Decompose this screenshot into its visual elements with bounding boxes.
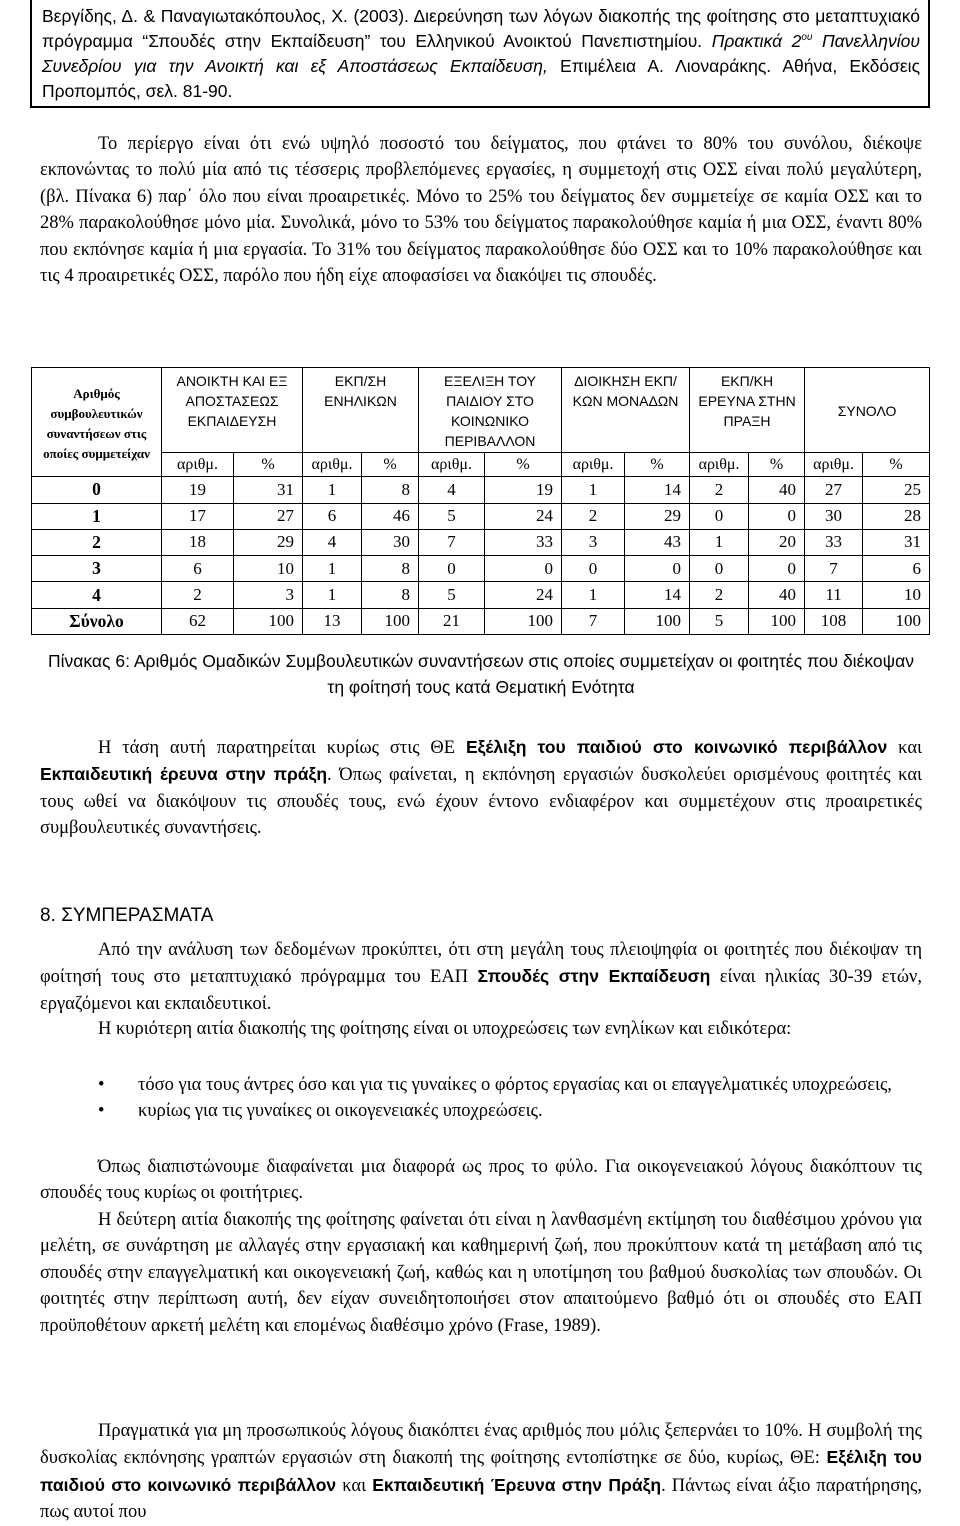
subheader-pct: % bbox=[625, 452, 690, 476]
paragraph-7-bold: Εξέλιξη του παιδιού στο κοινωνικό περιβάλλον bbox=[40, 1447, 922, 1495]
table-subheader-row bbox=[32, 452, 930, 476]
cell-count: 62 bbox=[162, 608, 234, 634]
cell-count: 6 bbox=[162, 556, 234, 582]
table-body bbox=[32, 477, 930, 635]
cell-percent: 3 bbox=[234, 582, 303, 608]
cell-count: 2 bbox=[162, 582, 234, 608]
cell-count: 27 bbox=[805, 477, 863, 503]
table-row bbox=[32, 556, 930, 582]
cell-percent: 10 bbox=[863, 582, 930, 608]
cell-percent: 25 bbox=[863, 477, 930, 503]
paragraph-6: Η δεύτερη αιτία διακοπής της φοίτησης φαίνεται ότι είναι η λανθασμένη εκτίμηση του διαθέσιμου χρόνου για μελέτη, σε συνάρτηση με αλλαγές στην εργασιακή και καθημερινή ζωή, που προκύπτουν κατά τη μετάβαση από τις σπουδές στην επαγγελματική και οικογενειακή ζωή, καθώς και η υποτίμηση του βαθμού δυσκολίας των σπουδών. Οι φοιτητές στην περίπτωση αυτή, δεν είχαν συνειδητοποιήσει στον απαιτούμενο βαθμό ότι οι σπουδές στο ΕΑΠ προϋποθέτουν αρκετή μελέτη και επομένως διαθέσιμο χρόνο (Frase, 1989). bbox=[40, 1210, 922, 1336]
table-corner-header: Αριθμός συμβουλευτικών συναντήσεων στις οποίες συμμετείχαν bbox=[32, 368, 162, 477]
cell-percent: 6 bbox=[863, 556, 930, 582]
paragraph-1 bbox=[40, 131, 922, 289]
cell-count: 21 bbox=[419, 608, 485, 634]
list-item-text: τόσο για τους άντρες όσο και για τις γυναίκες ο φόρτος εργασίας και οι επαγγελματικές υποχρεώσεις, bbox=[138, 1075, 892, 1095]
cell-percent: 100 bbox=[485, 608, 562, 634]
cell-percent: 100 bbox=[625, 608, 690, 634]
subheader-num: αριθμ. bbox=[690, 452, 749, 476]
cell-count: 7 bbox=[562, 608, 625, 634]
group-header: ΕΚΠ/ΣΗ ΕΝΗΛΙΚΩΝ bbox=[303, 368, 419, 453]
cell-percent: 46 bbox=[362, 503, 419, 529]
cell-count: 13 bbox=[303, 608, 362, 634]
cell-count: 6 bbox=[303, 503, 362, 529]
subheader-num: αριθμ. bbox=[419, 452, 485, 476]
bullet-list bbox=[40, 1072, 922, 1125]
cell-percent: 14 bbox=[625, 477, 690, 503]
cell-percent: 14 bbox=[625, 582, 690, 608]
cell-count: 2 bbox=[562, 503, 625, 529]
row-label: 2 bbox=[32, 529, 162, 555]
cell-percent: 10 bbox=[234, 556, 303, 582]
subheader-pct: % bbox=[863, 452, 930, 476]
reference-part-2b: Πανελληνίου Συνεδρίου για την Ανοικτή και εξ Αποστάσεως Εκπαίδευση, bbox=[42, 31, 920, 76]
table-row bbox=[32, 477, 930, 503]
cell-percent: 40 bbox=[749, 582, 805, 608]
table-6 bbox=[31, 367, 930, 635]
cell-count: 11 bbox=[805, 582, 863, 608]
cell-count: 0 bbox=[690, 556, 749, 582]
group-header: ΣΥΝΟΛΟ bbox=[805, 368, 930, 453]
table-row bbox=[32, 582, 930, 608]
paragraph-2 bbox=[40, 734, 922, 842]
paragraph-2-bold: Εκπαιδευτική έρευνα στην πράξη bbox=[40, 764, 328, 785]
cell-count: 1 bbox=[303, 582, 362, 608]
row-label: 4 bbox=[32, 582, 162, 608]
paragraph-2-text: Η τάση αυτή παρατηρείται κυρίως στις ΘΕ bbox=[98, 738, 466, 758]
table-header-row bbox=[32, 368, 930, 453]
list-item bbox=[40, 1098, 922, 1124]
paragraph-5: Όπως διαπιστώνουμε διαφαίνεται μια διαφορά ως προς το φύλο. Για οικογενειακού λόγους διακόπτουν τις σπουδές τους κυρίως οι φοιτήτριες. bbox=[40, 1157, 922, 1204]
table-row bbox=[32, 608, 930, 634]
group-header: ΔΙΟΙΚΗΣΗ ΕΚΠ/ΚΩΝ ΜΟΝΑΔΩΝ bbox=[562, 368, 690, 453]
cell-count: 108 bbox=[805, 608, 863, 634]
cell-count: 1 bbox=[303, 477, 362, 503]
reference-box bbox=[30, 0, 930, 108]
paragraph-7-bold: Εκπαιδευτική Έρευνα στην Πράξη bbox=[372, 1474, 662, 1495]
section-title: 8. ΣΥΜΠΕΡΑΣΜΑΤΑ bbox=[40, 905, 214, 926]
paragraph-2-text: . Όπως φαίνεται, η εκπόνηση εργασιών δυσκολεύει ορισμένους φοιτητές και τους ωθεί να διακόψουν τις σπουδές τους, ενώ έχουν έντονο ενδιαφέρον και συμμετέχουν στις προαιρετικές συμβουλευτικές συναντήσεις. bbox=[40, 765, 922, 839]
subheader-num: αριθμ. bbox=[162, 452, 234, 476]
group-header: ΕΞΕΛΙΞΗ ΤΟΥ ΠΑΙΔΙΟΥ ΣΤΟ ΚΟΙΝΩΝΙΚΟ ΠΕΡΙΒΑΛΛΟΝ bbox=[419, 368, 562, 453]
paragraph-7-text: Πραγματικά για μη προσωπικούς λόγους διακόπτει ένας αριθμός που μόλις ξεπερνάει το 10%. Η συμβολή της δυσκολίας εκπόνησης γραπτών εργασιών στη διακοπή της φοίτησης εντοπίστηκε σε δύο, κυρίως, ΘΕ: bbox=[40, 1421, 922, 1469]
cell-count: 0 bbox=[690, 503, 749, 529]
cell-percent: 29 bbox=[625, 503, 690, 529]
table-caption: Πίνακας 6: Αριθμός Ομαδικών Συμβουλευτικών συναντήσεων στις οποίες συμμετείχαν οι φοιτητές που διέκοψαν τη φοίτησή τους κατά Θεματική Ενότητα bbox=[48, 651, 914, 697]
cell-percent: 28 bbox=[863, 503, 930, 529]
bullet-icon: • bbox=[98, 1101, 105, 1122]
paragraph-3-bold: Σπουδές στην Εκπαίδευση bbox=[477, 966, 711, 987]
cell-percent: 8 bbox=[362, 556, 419, 582]
subheader-num: αριθμ. bbox=[303, 452, 362, 476]
cell-percent: 100 bbox=[234, 608, 303, 634]
cell-percent: 40 bbox=[749, 477, 805, 503]
cell-percent: 8 bbox=[362, 477, 419, 503]
cell-percent: 100 bbox=[863, 608, 930, 634]
cell-percent: 19 bbox=[485, 477, 562, 503]
subheader-num: αριθμ. bbox=[805, 452, 863, 476]
reference-part-2a: Πρακτικά 2 bbox=[711, 31, 802, 51]
cell-percent: 8 bbox=[362, 582, 419, 608]
cell-count: 18 bbox=[162, 529, 234, 555]
cell-percent: 0 bbox=[485, 556, 562, 582]
cell-percent: 0 bbox=[749, 503, 805, 529]
cell-percent: 24 bbox=[485, 582, 562, 608]
cell-percent: 31 bbox=[234, 477, 303, 503]
cell-percent: 100 bbox=[749, 608, 805, 634]
cell-count: 0 bbox=[419, 556, 485, 582]
cell-count: 2 bbox=[690, 582, 749, 608]
cell-percent: 100 bbox=[362, 608, 419, 634]
cell-count: 5 bbox=[419, 503, 485, 529]
cell-percent: 0 bbox=[749, 556, 805, 582]
bullet-icon: • bbox=[98, 1075, 105, 1095]
paragraph-3-text: είναι ηλικίας 30-39 ετών, εργαζόμενοι και εκπαιδευτικοί. bbox=[40, 967, 922, 1014]
list-item-text: κυρίως για τις γυναίκες οι οικογενειακές υποχρεώσεις. bbox=[138, 1101, 543, 1122]
paragraph-1-part-a: Το περίεργο είναι ότι ενώ υψηλό ποσοστό του δείγματος, που φτάνει το 80% του συνόλου, διέκοψε εκπονώντας το πολύ μία από τις τέσσερις προβλεπόμενες εργασίες, η συμμετοχή στις ΟΣΣ είναι πολύ μεγαλύτερη, (βλ. Πίνακα 6) παρ΄ όλο που είναι προαιρετικές. Μόνο το 25% του δείγματος δεν συμμετείχε σε καμία ΟΣΣ και το 28% παρακολούθησε μόνο μία. bbox=[40, 134, 922, 234]
reference-sup: ου bbox=[801, 32, 813, 44]
cell-count: 2 bbox=[690, 477, 749, 503]
list-item bbox=[40, 1072, 922, 1098]
subheader-pct: % bbox=[362, 452, 419, 476]
cell-count: 3 bbox=[562, 529, 625, 555]
subheader-pct: % bbox=[234, 452, 303, 476]
cell-percent: 33 bbox=[485, 529, 562, 555]
cell-percent: 0 bbox=[625, 556, 690, 582]
cell-count: 1 bbox=[690, 529, 749, 555]
cell-count: 1 bbox=[562, 582, 625, 608]
table-row bbox=[32, 503, 930, 529]
cell-count: 7 bbox=[419, 529, 485, 555]
cell-percent: 30 bbox=[362, 529, 419, 555]
paragraph-2-text: και bbox=[887, 738, 922, 758]
cell-percent: 24 bbox=[485, 503, 562, 529]
row-label: Σύνολο bbox=[32, 608, 162, 634]
paragraph-1-part-b: Συνολικά, μόνο το 53% του δείγματος παρακολούθησε καμία ή μια ΟΣΣ, έναντι 80% που εκπόνησε καμία ή μια εργασία. Το 31% του δείγματος παρακολούθησε δύο ΟΣΣ και το 10% παρακολούθησε και τις 4 προαιρετικές ΟΣΣ, παρόλο που ήδη είχε αποφασίσει να διακόψει τις σπουδές. bbox=[40, 213, 922, 287]
cell-count: 4 bbox=[419, 477, 485, 503]
paragraph-7-text: . Πάντως είναι άξιο παρατήρησης, πως αυτοί που bbox=[40, 1475, 922, 1523]
cell-count: 1 bbox=[562, 477, 625, 503]
row-label: 1 bbox=[32, 503, 162, 529]
cell-count: 17 bbox=[162, 503, 234, 529]
paragraph-3-text: Από την ανάλυση των δεδομένων προκύπτει, ότι στη μεγάλη τους πλειοψηφία οι φοιτητές που διέκοψαν τη φοίτησή τους στο μεταπτυχιακό πρόγραμμα του ΕΑΠ bbox=[40, 940, 922, 988]
cell-count: 5 bbox=[690, 608, 749, 634]
paragraph-3 bbox=[40, 937, 922, 1017]
cell-percent: 31 bbox=[863, 529, 930, 555]
group-header: ΑΝΟΙΚΤΗ ΚΑΙ ΕΞ ΑΠΟΣΤΑΣΕΩΣ ΕΚΠΑΙΔΕΥΣΗ bbox=[162, 368, 303, 453]
paragraph-7 bbox=[40, 1418, 922, 1526]
cell-count: 19 bbox=[162, 477, 234, 503]
cell-count: 33 bbox=[805, 529, 863, 555]
table-row bbox=[32, 529, 930, 555]
paragraph-2-bold: Εξέλιξη του παιδιού στο κοινωνικό περιβάλλον bbox=[465, 737, 888, 757]
cell-count: 0 bbox=[562, 556, 625, 582]
paragraph-4: Η κυριότερη αιτία διακοπής της φοίτησης είναι οι υποχρεώσεις των ενηλίκων και ειδικότερα: bbox=[98, 1019, 792, 1039]
cell-count: 4 bbox=[303, 529, 362, 555]
subheader-num: αριθμ. bbox=[562, 452, 625, 476]
row-label: 3 bbox=[32, 556, 162, 582]
group-header: ΕΚΠ/ΚΗ ΕΡΕΥΝΑ ΣΤΗΝ ΠΡΑΞΗ bbox=[690, 368, 805, 453]
cell-count: 7 bbox=[805, 556, 863, 582]
row-label: 0 bbox=[32, 477, 162, 503]
cell-percent: 29 bbox=[234, 529, 303, 555]
paragraph-7-text: και bbox=[336, 1475, 373, 1496]
cell-count: 5 bbox=[419, 582, 485, 608]
cell-percent: 43 bbox=[625, 529, 690, 555]
reference-part-1: Βεργίδης, Δ. & Παναγιωτακόπουλος, Χ. (2003). Διερεύνηση των λόγων διακοπής της φοίτησης στο μεταπτυχιακό πρόγραμμα “Σπουδές στην Εκπαίδευση” του Ελληνικού Ανοικτού Πανεπιστημίου. bbox=[42, 6, 920, 51]
cell-count: 1 bbox=[303, 556, 362, 582]
subheader-pct: % bbox=[749, 452, 805, 476]
cell-count: 30 bbox=[805, 503, 863, 529]
subheader-pct: % bbox=[485, 452, 562, 476]
cell-percent: 27 bbox=[234, 503, 303, 529]
reference-part-3: Επιμέλεια Α. Λιοναράκης. Αθήνα, Εκδόσεις Προπομπός, σελ. 81-90. bbox=[42, 56, 920, 101]
cell-percent: 20 bbox=[749, 529, 805, 555]
